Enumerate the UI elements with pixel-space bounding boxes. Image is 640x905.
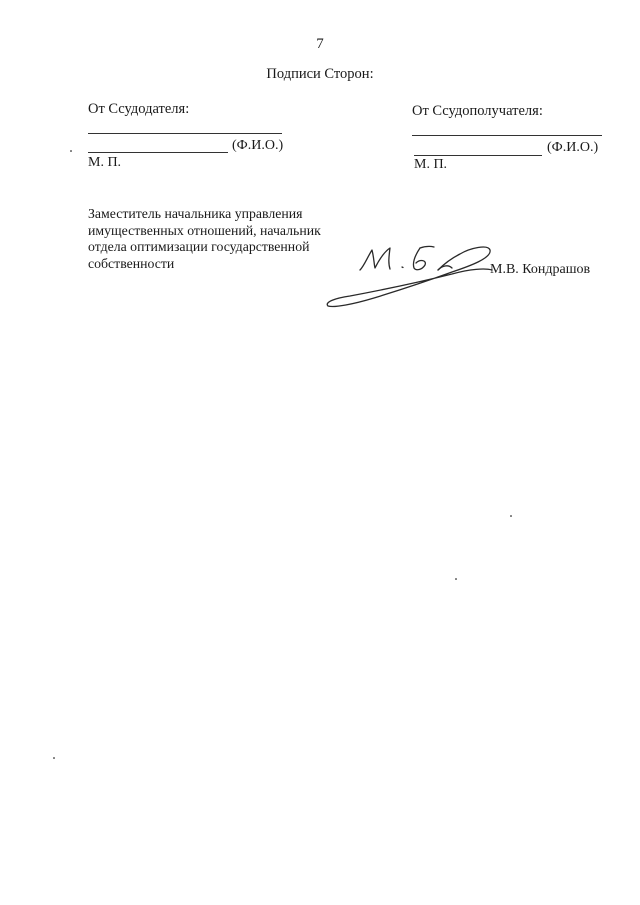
borrower-signature-line: [412, 135, 602, 136]
lender-signature-line: [88, 133, 282, 134]
scan-speck: [70, 150, 72, 152]
scan-speck: [455, 578, 457, 580]
section-title: Подписи Сторон:: [266, 66, 374, 82]
lender-fio-line: [88, 152, 228, 153]
borrower-fio-line: [414, 155, 542, 156]
signatory-position: Заместитель начальника управления имущественных отношений, начальник отдела оптимизации государственной собственности: [88, 206, 321, 271]
lender-fio-label: (Ф.И.О.): [232, 138, 284, 153]
lender-label: От Ссудодателя:: [88, 101, 190, 117]
signatory-name: М.В. Кондрашов: [490, 262, 591, 277]
borrower-label: От Ссудополучателя:: [412, 103, 543, 119]
scan-speck: [510, 515, 512, 517]
scan-speck: [53, 757, 55, 759]
borrower-stamp-label: М. П.: [414, 157, 448, 172]
lender-stamp-label: М. П.: [88, 155, 122, 170]
handwritten-signature: [320, 236, 495, 316]
page-number: 7: [316, 36, 324, 52]
borrower-fio-label: (Ф.И.О.): [547, 140, 599, 155]
